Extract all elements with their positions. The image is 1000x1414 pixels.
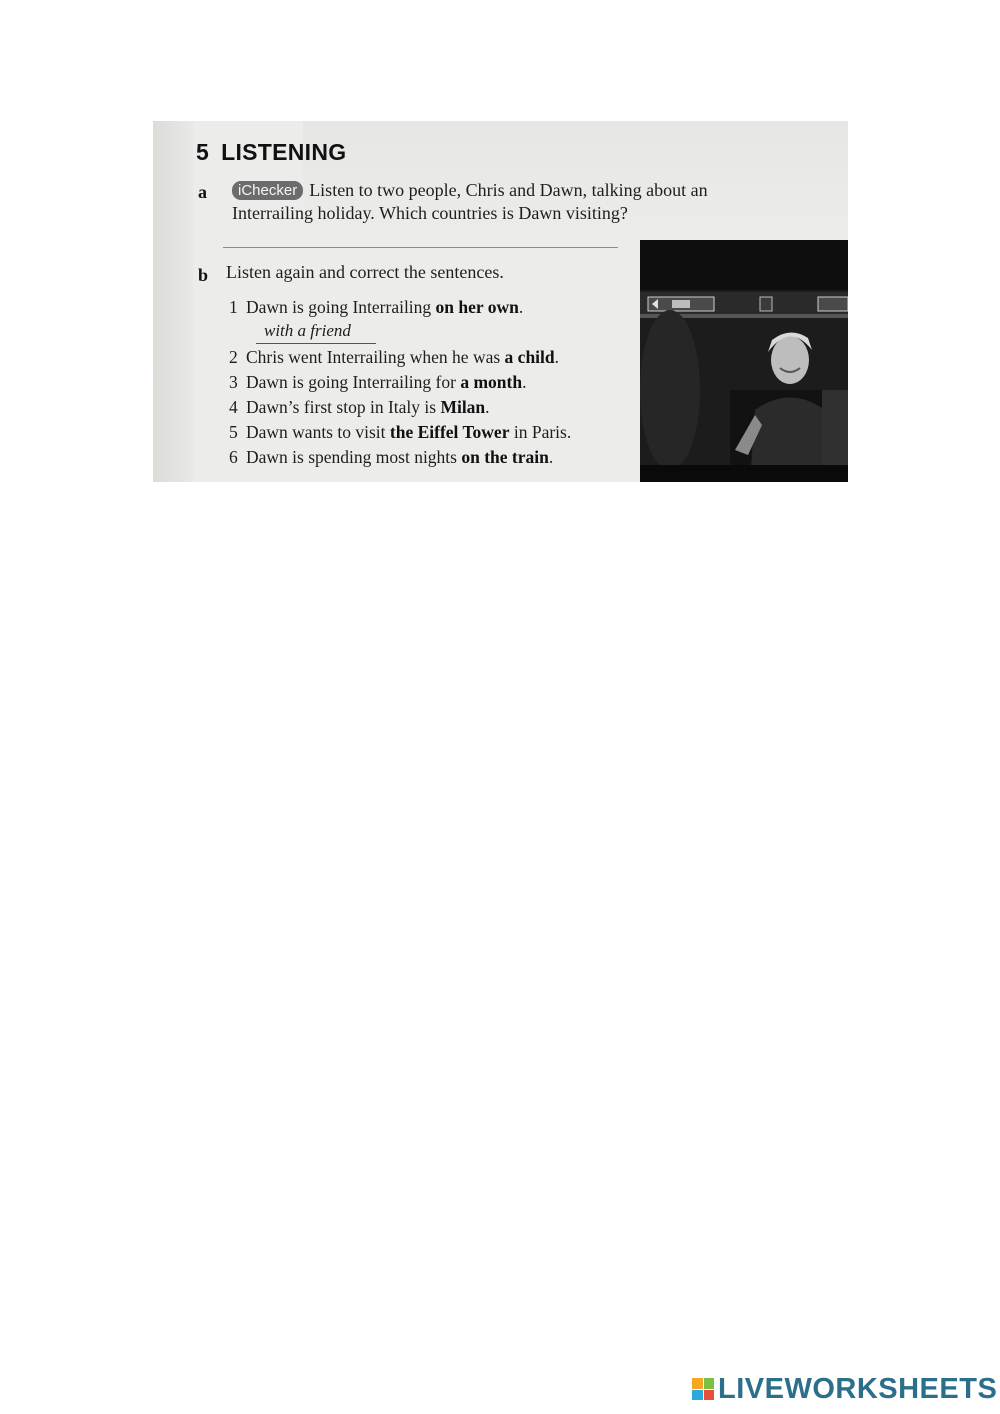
sentence-bold: on her own [435, 297, 519, 317]
photo-woman-train-station [640, 240, 848, 482]
task-b-letter: b [198, 265, 209, 285]
exercise-title: LISTENING [221, 139, 347, 165]
sentence-bold: on the train [461, 447, 549, 467]
sentence-number: 4 [229, 397, 238, 417]
sentence-item [229, 295, 571, 345]
sentence-item [229, 395, 571, 420]
task-a-instruction [232, 179, 792, 225]
sentence-number: 6 [229, 447, 238, 467]
sentence-end: . [522, 372, 527, 392]
sentence-end: . [485, 397, 490, 417]
sentence-text: Dawn’s first stop in Italy is [246, 397, 441, 417]
sentence-list [229, 295, 571, 470]
sentence-item [229, 345, 571, 370]
ichecker-badge[interactable]: iChecker [232, 181, 303, 200]
exercise-heading [196, 139, 346, 166]
sentence-item [229, 420, 571, 445]
sentence-text: Dawn is going Interrailing for [246, 372, 461, 392]
task-a-answer-line[interactable] [223, 247, 618, 248]
sentence-number: 3 [229, 372, 238, 392]
scanned-page [153, 121, 848, 482]
task-b-instruction: Listen again and correct the sentences. [226, 262, 504, 282]
bleed-through-left [153, 121, 193, 482]
exercise-number: 5 [196, 139, 210, 165]
sentence-text: Chris went Interrailing when he was [246, 347, 505, 367]
logo-mark-icon [692, 1378, 714, 1400]
sentence-bold: a month [460, 372, 523, 392]
sentence-number: 5 [229, 422, 238, 442]
sentence-number: 2 [229, 347, 238, 367]
task-a-letter: a [198, 182, 207, 202]
sentence-bold: a child [504, 347, 555, 367]
sentence-text: Dawn wants to visit [246, 422, 390, 442]
sentence-bold: Milan [440, 397, 486, 417]
task-a-text: Listen to two people, Chris and Dawn, talking about an Interrailing holiday. Which countries is Dawn visiting? [232, 180, 708, 223]
sentence-end: . [548, 447, 554, 467]
liveworksheets-logo[interactable] [692, 1372, 997, 1406]
example-answer: with a friend [256, 319, 376, 344]
sentence-text: Dawn is going Interrailing [246, 297, 436, 317]
sentence-number: 1 [229, 297, 238, 317]
sentence-end: in Paris. [509, 422, 572, 442]
sentence-text: Dawn is spending most nights [246, 447, 462, 467]
logo-text: LIVEWORKSHEETS [718, 1372, 998, 1405]
sentence-end: . [554, 347, 560, 367]
sentence-end: . [518, 297, 524, 317]
sentence-item [229, 370, 571, 395]
sentence-bold: the Eiffel Tower [389, 422, 510, 442]
sentence-item [229, 445, 571, 470]
